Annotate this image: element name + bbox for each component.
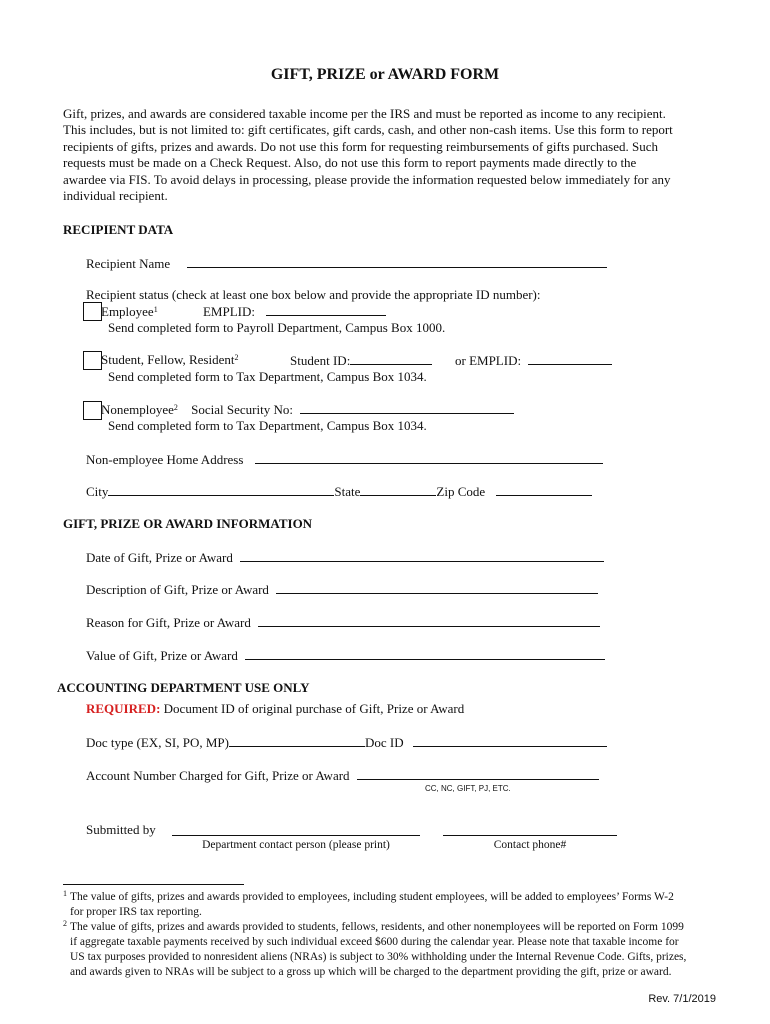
home-address-label: Non-employee Home Address	[86, 452, 244, 467]
emplid-label: EMPLID:	[202, 304, 255, 319]
required-text: Document ID of original purchase of Gift, Prize or Award	[160, 701, 465, 716]
recipient-name-label: Recipient Name	[86, 256, 171, 271]
employee-send-note: Send completed form to Payroll Department, Campus Box 1000.	[108, 320, 446, 335]
revision-date: Rev. 7/1/2019	[648, 993, 716, 1005]
gift-date-field[interactable]	[240, 549, 604, 562]
gift-reason-field[interactable]	[258, 614, 600, 627]
footnote-2-number: 2	[63, 919, 67, 928]
footnote-divider	[63, 884, 244, 885]
account-hint: CC, NC, GIFT, PJ, ETC.	[425, 784, 511, 793]
footnote-ref-1: 1	[153, 305, 158, 314]
doc-id-label: Doc ID	[365, 735, 404, 750]
ssn-label: Social Security No:	[191, 402, 293, 417]
home-address-row	[86, 451, 603, 468]
student-id-row	[290, 352, 432, 369]
gift-value-row	[86, 647, 605, 664]
required-row	[86, 701, 464, 717]
account-number-label: Account Number Charged for Gift, Prize or Award	[86, 768, 350, 783]
footnote-1-text: The value of gifts, prizes and awards provided to employees, including student employees, will be added to employees’ Forms W-2 for proper IRS tax reporting.	[70, 891, 674, 918]
gift-reason-row	[86, 614, 600, 631]
contact-person-caption: Department contact person (please print)	[202, 839, 390, 851]
recipient-name-field[interactable]	[187, 255, 607, 268]
accounting-heading: ACCOUNTING DEPARTMENT USE ONLY	[57, 680, 310, 695]
contact-phone-caption: Contact phone#	[493, 839, 567, 851]
student-id-label: Student ID:	[290, 353, 351, 368]
home-address-field[interactable]	[255, 451, 603, 464]
gift-date-row	[86, 549, 604, 566]
zip-field[interactable]	[496, 483, 592, 496]
doc-type-label: Doc type (EX, SI, PO, MP)	[86, 735, 229, 750]
nonemployee-checkbox[interactable]	[83, 401, 102, 420]
account-number-row	[86, 767, 599, 784]
student-label: Student, Fellow, Resident	[101, 352, 235, 367]
employee-label: Employee	[101, 304, 154, 319]
gift-reason-label: Reason for Gift, Prize or Award	[86, 615, 251, 630]
doc-type-row	[86, 734, 607, 751]
employee-row	[101, 303, 386, 320]
gift-description-field[interactable]	[276, 581, 598, 594]
city-label: City	[86, 484, 109, 499]
student-id-field[interactable]	[350, 352, 432, 365]
ssn-field[interactable]	[300, 401, 514, 414]
student-send-note: Send completed form to Tax Department, Campus Box 1034.	[108, 369, 427, 384]
city-state-zip-row	[86, 483, 592, 500]
state-label: State	[334, 484, 361, 499]
recipient-name-row	[86, 255, 607, 272]
doc-type-field[interactable]	[229, 734, 365, 747]
recipient-data-heading: RECIPIENT DATA	[63, 222, 174, 237]
nonemployee-send-note: Send completed form to Tax Department, Campus Box 1034.	[108, 418, 427, 433]
contact-phone-field[interactable]	[443, 822, 617, 836]
student-emplid-field[interactable]	[528, 352, 612, 365]
form-title: GIFT, PRIZE or AWARD FORM	[270, 66, 500, 83]
required-label: REQUIRED:	[86, 701, 161, 716]
recipient-status-label: Recipient status (check at least one box below and provide the appropriate ID number):	[86, 287, 541, 302]
footnote-1-number: 1	[63, 889, 67, 898]
student-emplid-label: or EMPLID:	[455, 353, 522, 368]
city-field[interactable]	[108, 483, 334, 496]
zip-label: Zip Code	[436, 484, 486, 499]
footnote-ref-2: 2	[234, 353, 239, 362]
intro-paragraph: Gift, prizes, and awards are considered taxable income per the IRS and must be reported as income to any recipient. This includes, but is not limited to: gift certificates, gift cards, cash, and other non-cash items. Use this form to report recipients of gifts, prizes and awards. Do not use this form for requesting reimbursements of gifts purchased. Such requests must be made on a Check Request. Also, do not use this form to report payments made directly to the awardee via FIS. To avoid delays in processing, please provide the information requested below immediately for any individual recipient.	[63, 106, 673, 204]
state-field[interactable]	[360, 483, 436, 496]
gift-description-label: Description of Gift, Prize or Award	[86, 582, 269, 597]
doc-id-field[interactable]	[413, 734, 607, 747]
submitted-by-label: Submitted by	[86, 822, 156, 837]
footnote-2-text: The value of gifts, prizes and awards provided to students, fellows, residents, and other nonemployees will be reported on Form 1099 if aggregate taxable payments received by such individual exceed $600 during the calendar year. Please note that taxable income for US tax purposes provided to nonresident aliens (NRAs) is subject to 30% withholding under the Internal Revenue Code. Gifts, prizes, and awards given to NRAs will be subject to a gross up which will be charged to the department providing the gift, prize or award.	[70, 921, 687, 978]
footnote-ref-2b: 2	[173, 403, 178, 412]
student-row	[101, 352, 239, 368]
student-emplid-row	[455, 352, 612, 369]
gift-description-row	[86, 581, 598, 598]
gift-value-field[interactable]	[245, 647, 605, 660]
nonemployee-label: Nonemployee	[101, 402, 174, 417]
student-checkbox[interactable]	[83, 351, 102, 370]
nonemployee-row	[101, 401, 514, 418]
account-number-field[interactable]	[357, 767, 599, 780]
contact-person-field[interactable]	[172, 822, 420, 836]
employee-checkbox[interactable]	[83, 302, 102, 321]
gift-date-label: Date of Gift, Prize or Award	[86, 550, 233, 565]
emplid-field[interactable]	[266, 303, 386, 316]
gift-info-heading: GIFT, PRIZE OR AWARD INFORMATION	[63, 516, 313, 531]
gift-value-label: Value of Gift, Prize or Award	[86, 648, 238, 663]
